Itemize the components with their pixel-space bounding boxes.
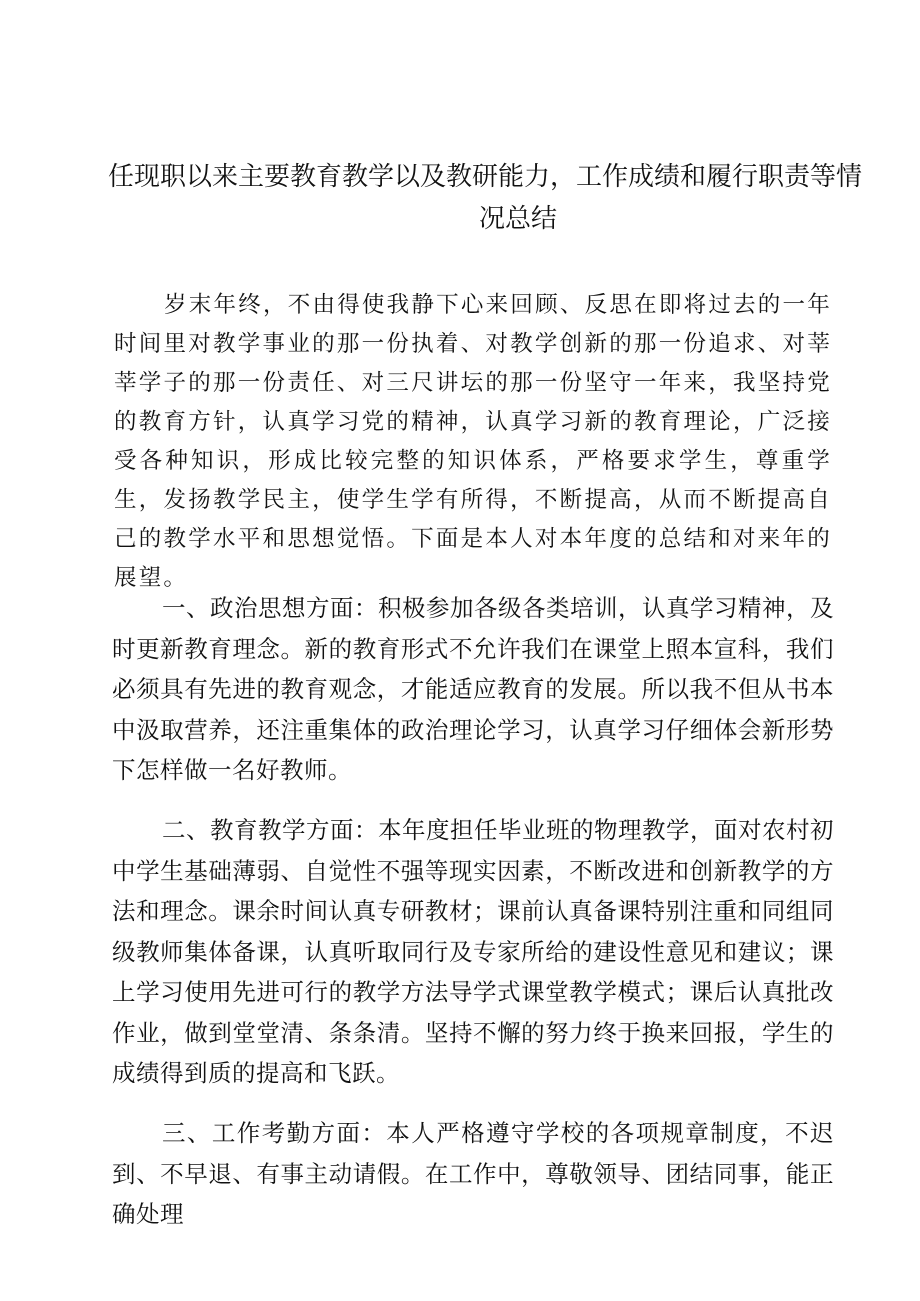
section-education-teaching: 二、教育教学方面：本年度担任毕业班的物理教学，面对农村初中学生基础薄弱、自觉性不强等现实因素，不断改进和创新教学的方法和理念。课余时间认真专研教材；课前认真备课特别注重和同组同级教师集体备课，认真听取同行及专家所给的建设性意见和建议；课上学习使用先进可行的教学方法导学式课堂教学模式；课后认真批改作业，做到堂堂清、条条清。坚持不懈的努力终于换来回报，学生的成绩得到质的提高和飞跃。 — [112, 816, 834, 1087]
intro-paragraph: 岁末年终，不由得使我静下心来回顾、反思在即将过去的一年时间里对教学事业的那一份执着、对教学创新的那一份追求、对莘莘学子的那一份责任、对三尺讲坛的那一份坚守一年来，我坚持党的教育方针，认真学习党的精神，认真学习新的教育理论，广泛接受各种知识，形成比较完整的知识体系，严格要求学生，尊重学生，发扬教学民主，使学生学有所得，不断提高，从而不断提高自己的教学水平和思想觉悟。下面是本人对本年度的总结和对来年的展望。 — [114, 292, 832, 591]
title-line-2: 况总结 — [478, 204, 557, 234]
section-political-thought: 一、政治思想方面：积极参加各级各类培训，认真学习精神，及时更新教育理念。新的教育形式不允许我们在课堂上照本宣科，我们必须具有先进的教育观念，才能适应教育的发展。所以我不但从书本中汲取营养，还注重集体的政治理论学习，认真学习仔细体会新形势下怎样做一名好教师。 — [112, 594, 834, 784]
section-work-attendance: 三、工作考勤方面：本人严格遵守学校的各项规章制度，不迟到、不早退、有事主动请假。在工作中，尊敬领导、团结同事，能正确处理 — [112, 1119, 834, 1228]
document-title — [108, 156, 863, 240]
title-line-1: 任现职以来主要教育教学以及教研能力，工作成绩和履行职责等情 — [108, 162, 863, 192]
